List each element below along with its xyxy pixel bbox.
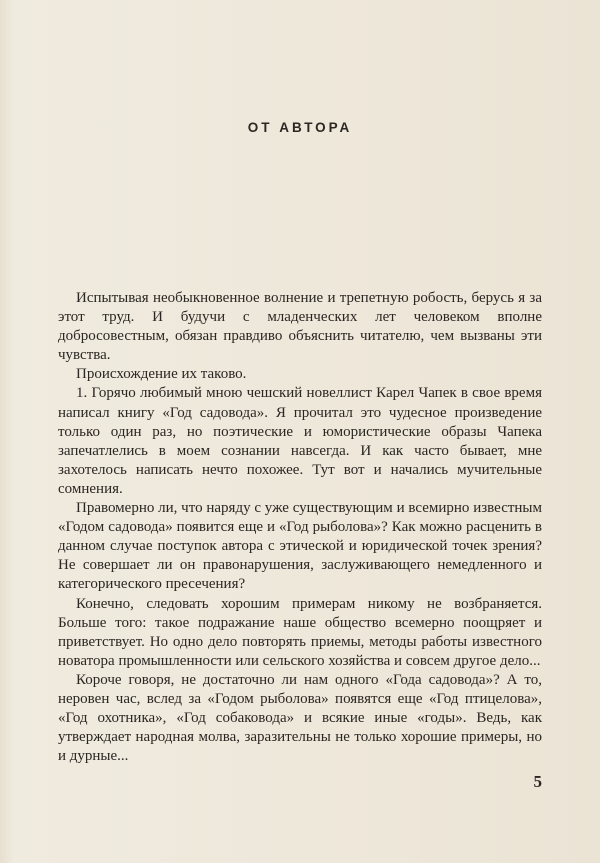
paragraph-4: Правомерно ли, что наряду с уже существующим и всемирно известным «Годом садовода» появится еще и «Год рыболова»? Как можно расценить в данном случае поступок автора с этической и юридической точек зрения? Не совершает ли он правонарушения, заслуживающего немедленного и категорического пресечения?	[58, 500, 542, 593]
paragraph-1: Испытывая необыкновенное волнение и трепетную робость, берусь я за этот труд. И будучи с младенческих лет человеком вполне добросовестным, обязан правдиво объяснить читателю, чем вызваны эти чувства.	[58, 290, 542, 364]
page-number: 5	[533, 772, 542, 791]
paragraph-6: Короче говоря, не достаточно ли нам одного «Года садовода»? А то, неровен час, вслед за «Годом рыболова» появятся еще «Год птицелова», «Год охотника», «Год собаковода» и всякие иные «годы». Ведь, как утверждает народная молва, заразительны не только хорошие примеры, но и дурные...	[58, 671, 542, 765]
paragraph-3: 1. Горячо любимый мною чешский новеллист Карел Чапек в свое время написал книгу «Год садовода». Я прочитал это чудесное произведение только один раз, но поэтические и юмористические образы Чапека запечатлелись в моем сознании навсегда. И как часто бывает, мне захотелось написать нечто похожее. Тут вот и начались мучительные сомнения.	[58, 385, 542, 497]
paragraph-5: Конечно, следовать хорошим примерам никому не возбраняется. Больше того: такое подражание наше общество всемерно поощряет и приветствует. Но одно дело повторять приемы, методы работы известного новатора промышленности или сельского хозяйства и совсем другое дело...	[58, 595, 542, 669]
paragraph-2: Происхождение их таково.	[76, 366, 247, 383]
body-text	[58, 289, 542, 766]
chapter-heading: ОТ АВТОРА	[247, 120, 353, 135]
